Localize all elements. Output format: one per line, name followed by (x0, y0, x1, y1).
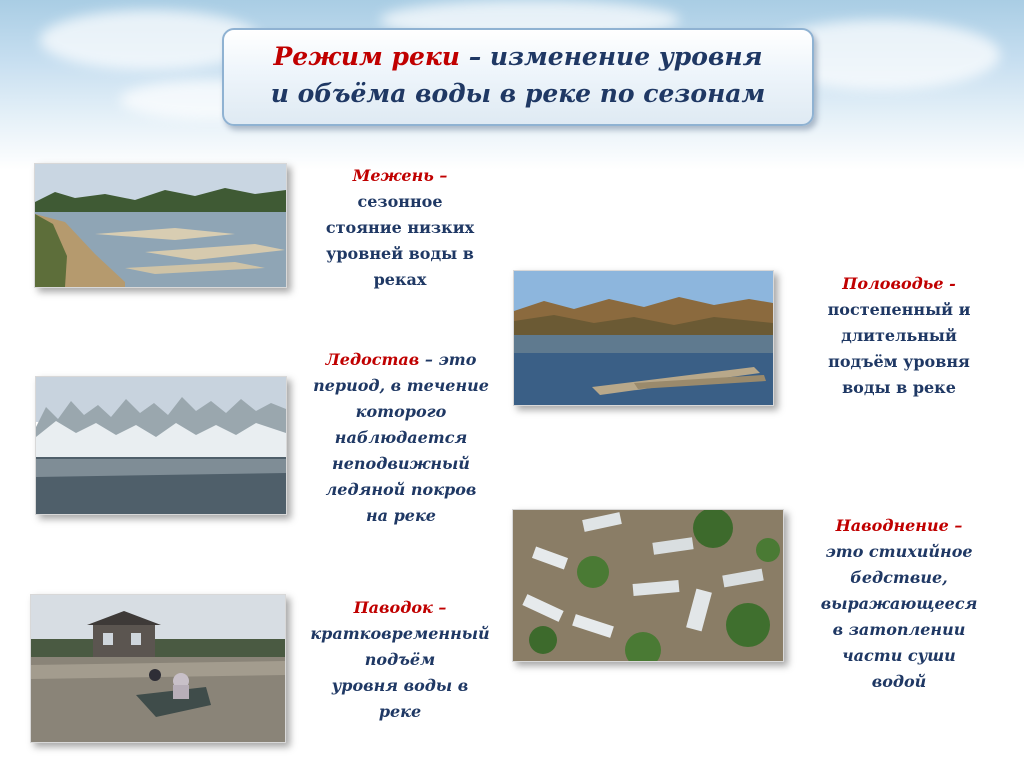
definition-line: части суши (842, 646, 956, 665)
definition-line: постепенный и (827, 300, 971, 319)
definition-line: сезонное (357, 192, 443, 211)
definition-line: кратковременный (310, 624, 490, 643)
photo-freeze-up-river (35, 376, 287, 515)
term-pavodok: Паводок – (353, 598, 447, 617)
definition-line: воды в реке (842, 378, 956, 397)
title-rest: – изменение уровня (459, 42, 763, 71)
term-mezhen: Межень – (352, 166, 448, 185)
definition-ledostav (294, 347, 508, 529)
definition-line: уровня воды в (331, 676, 469, 695)
definition-line: ледяной покров (325, 480, 477, 499)
photo-flood-aerial-view (512, 509, 784, 662)
photo-flash-flood-boat (30, 594, 286, 743)
definition-line: реках (373, 270, 427, 289)
photo-spring-flood-river (513, 270, 774, 406)
title-term: Режим реки (273, 42, 460, 71)
definition-line: стояние низких (325, 218, 475, 237)
definition-pavodok (292, 595, 508, 725)
definition-line: длительный (841, 326, 957, 345)
definition-line: подъём (364, 650, 436, 669)
definition-line: водой (871, 672, 927, 691)
definition-line: наблюдается (334, 428, 468, 447)
title-line2: и объёма воды в реке по сезонам (270, 79, 766, 108)
definition-line: в затоплении (832, 620, 966, 639)
definition-line: которого (355, 402, 447, 421)
definition-line: уровней воды в (326, 244, 474, 263)
term-ledostav: Ледостав (325, 350, 420, 369)
term-polovodye: Половодье - (842, 274, 956, 293)
slide-title (224, 38, 812, 112)
term-navodnenie: Наводнение – (835, 516, 963, 535)
definition-polovodye (798, 271, 1000, 401)
definition-line: на реке (366, 506, 436, 525)
definition-line: бедствие, (850, 568, 948, 587)
definition-line: неподвижный (332, 454, 470, 473)
definition-line: реке (378, 702, 422, 721)
photo-low-water-river (34, 163, 287, 288)
title-banner (222, 28, 814, 126)
definition-line: период, в течение (313, 376, 489, 395)
definition-mezhen (302, 163, 498, 293)
definition-line: подъём уровня (828, 352, 970, 371)
definition-line: это стихийное (825, 542, 973, 561)
term-connector: – это (419, 350, 477, 369)
definition-line: выражающееся (820, 594, 978, 613)
definition-navodnenie (796, 513, 1002, 695)
